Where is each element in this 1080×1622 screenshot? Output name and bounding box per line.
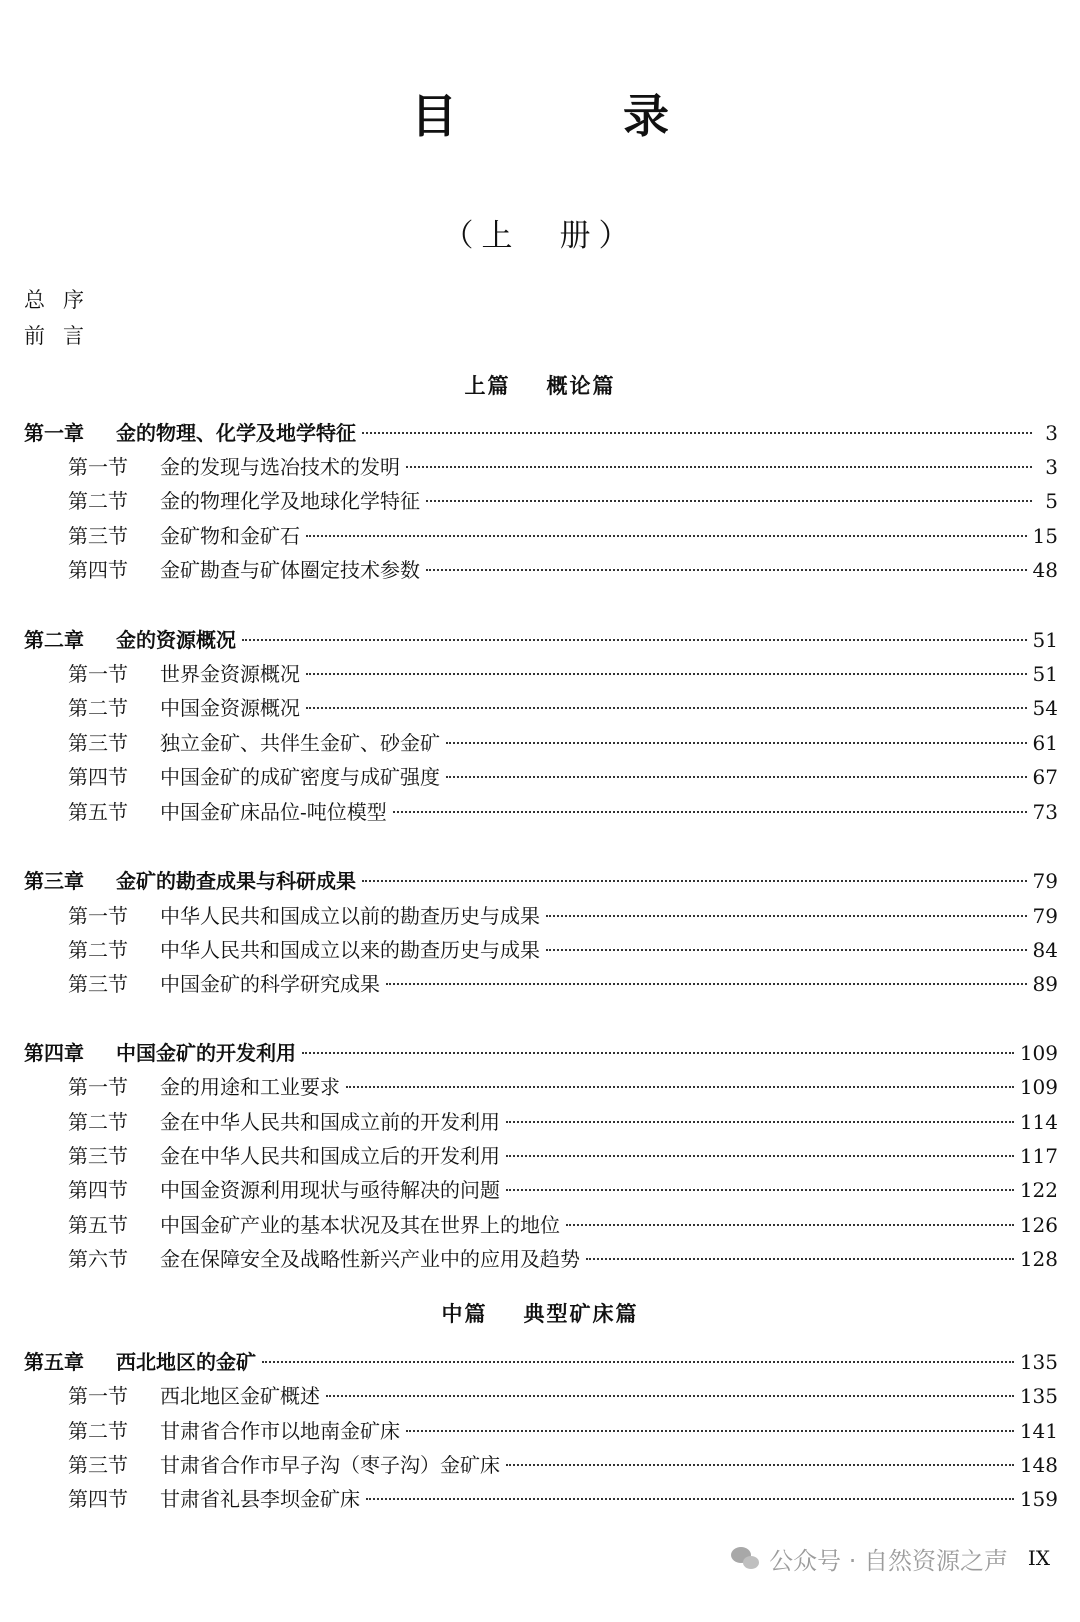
toc-leader-dots — [362, 432, 1032, 434]
toc-page-number: 114 — [1019, 1110, 1058, 1134]
toc-section-row — [24, 555, 1058, 585]
toc-label: 第五节 — [68, 1213, 128, 1237]
watermark — [731, 1541, 1008, 1576]
toc-label: 第二节 — [68, 696, 128, 720]
toc-section-row — [24, 486, 1058, 516]
toc-section-row — [24, 1107, 1058, 1137]
toc-section-row — [24, 901, 1058, 931]
toc-label: 第一节 — [68, 1075, 128, 1099]
toc-page-number: 148 — [1019, 1453, 1058, 1477]
toc-section-row — [24, 969, 1058, 999]
toc-label: 第三节 — [68, 1144, 128, 1168]
toc-title: 金的物理化学及地球化学特征 — [160, 489, 420, 513]
toc-label: 第二节 — [68, 1110, 128, 1134]
toc-leader-dots — [546, 949, 1027, 951]
toc-label: 第六节 — [68, 1247, 128, 1271]
toc-title: 世界金资源概况 — [160, 662, 300, 686]
toc-title: 金矿物和金矿石 — [160, 524, 300, 548]
toc-leader-dots — [346, 1086, 1014, 1088]
toc-page-number: 54 — [1032, 696, 1058, 720]
toc-title: 中华人民共和国成立以前的勘查历史与成果 — [160, 904, 540, 928]
toc-section-row — [24, 1175, 1058, 1205]
toc-page-number: 141 — [1019, 1419, 1058, 1443]
toc-label: 第四节 — [68, 765, 128, 789]
toc-title: 金矿勘查与矿体圈定技术参数 — [160, 558, 420, 582]
toc-leader-dots — [406, 466, 1032, 468]
watermark-text: 公众号 · 自然资源之声 — [769, 1547, 1008, 1575]
toc-title: 金的物理、化学及地学特征 — [116, 421, 356, 445]
toc-page-number: 3 — [1045, 455, 1058, 479]
toc-page-number: 135 — [1019, 1350, 1058, 1374]
toc-section-row — [24, 693, 1058, 723]
toc-section-row — [24, 1416, 1058, 1446]
part-title: 典型矿床篇 — [523, 1302, 639, 1326]
toc-title: 金在中华人民共和国成立前的开发利用 — [160, 1110, 500, 1134]
toc-title: 西北地区的金矿 — [116, 1350, 256, 1374]
part-number: 中篇 — [441, 1302, 488, 1326]
toc-leader-dots — [306, 535, 1027, 537]
toc-label: 第三节 — [68, 731, 128, 755]
toc-chapter-row — [24, 1347, 1058, 1377]
toc-title: 金的资源概况 — [116, 628, 236, 652]
toc-section-row — [24, 762, 1058, 792]
toc-leader-dots — [506, 1155, 1014, 1157]
toc-label: 第二节 — [68, 1419, 128, 1443]
toc-leader-dots — [586, 1258, 1014, 1260]
toc-title: 金的发现与选冶技术的发明 — [160, 455, 400, 479]
toc-section-row — [24, 1381, 1058, 1411]
toc-chapter-row — [24, 866, 1058, 896]
toc-label: 第一节 — [68, 662, 128, 686]
toc-section-row — [24, 1244, 1058, 1274]
toc-title: 中国金资源概况 — [160, 696, 300, 720]
toc-page-number: 51 — [1032, 662, 1058, 686]
toc-title: 中华人民共和国成立以来的勘查历史与成果 — [160, 938, 540, 962]
toc-label: 第二节 — [68, 489, 128, 513]
front-matter-foreword: 前言 — [24, 324, 102, 348]
toc-label: 第三节 — [68, 1453, 128, 1477]
toc-title: 独立金矿、共伴生金矿、砂金矿 — [160, 731, 440, 755]
toc-title: 西北地区金矿概述 — [160, 1384, 320, 1408]
toc-page-number: 89 — [1032, 972, 1058, 996]
toc-section-row — [24, 728, 1058, 758]
page-title: 目 录 — [411, 89, 729, 143]
toc-label: 第五节 — [68, 800, 128, 824]
toc-leader-dots — [362, 880, 1027, 882]
part-heading-upper — [0, 370, 1080, 400]
toc-label: 第四节 — [68, 558, 128, 582]
toc-leader-dots — [366, 1498, 1014, 1500]
toc-label: 第一节 — [68, 455, 128, 479]
toc-label: 第二节 — [68, 938, 128, 962]
toc-label: 第四章 — [24, 1041, 84, 1065]
toc-label: 第五章 — [24, 1350, 84, 1374]
toc-page-number: 73 — [1032, 800, 1058, 824]
wechat-icon — [731, 1547, 761, 1571]
toc-title: 中国金矿的开发利用 — [116, 1041, 296, 1065]
toc-label: 第二章 — [24, 628, 84, 652]
toc-page-number: 122 — [1019, 1178, 1058, 1202]
toc-leader-dots — [393, 811, 1027, 813]
toc-page-number: 84 — [1032, 938, 1058, 962]
toc-title: 中国金矿产业的基本状况及其在世界上的地位 — [160, 1213, 560, 1237]
toc-page-number: 79 — [1032, 869, 1058, 893]
toc-page-number: 126 — [1019, 1213, 1058, 1237]
toc-page-number: 51 — [1032, 628, 1058, 652]
toc-page-number: 67 — [1032, 765, 1058, 789]
toc-chapter-row — [24, 625, 1058, 655]
toc-leader-dots — [302, 1052, 1014, 1054]
volume-label: （上 册） — [442, 218, 638, 254]
toc-title: 金在中华人民共和国成立后的开发利用 — [160, 1144, 500, 1168]
toc-section-row — [24, 659, 1058, 689]
toc-section-row — [24, 1484, 1058, 1514]
page-folio: IX — [1027, 1546, 1050, 1570]
toc-leader-dots — [306, 673, 1027, 675]
toc-title: 甘肃省合作市早子沟（枣子沟）金矿床 — [160, 1453, 500, 1477]
toc-leader-dots — [506, 1464, 1014, 1466]
toc-leader-dots — [446, 742, 1027, 744]
toc-title: 中国金矿床品位-吨位模型 — [160, 800, 387, 824]
toc-chapter-row — [24, 418, 1058, 448]
toc-section-row — [24, 1210, 1058, 1240]
toc-title: 甘肃省合作市以地南金矿床 — [160, 1419, 400, 1443]
toc-label: 第四节 — [68, 1178, 128, 1202]
toc-page-number: 128 — [1019, 1247, 1058, 1271]
toc-leader-dots — [306, 707, 1027, 709]
toc-page-number: 61 — [1032, 731, 1058, 755]
toc-section-row — [24, 521, 1058, 551]
toc-title: 甘肃省礼县李坝金矿床 — [160, 1487, 360, 1511]
part-title: 概论篇 — [546, 374, 616, 398]
toc-page-number: 117 — [1019, 1144, 1058, 1168]
toc-leader-dots — [426, 569, 1027, 571]
toc-page-number: 15 — [1032, 524, 1058, 548]
toc-section-row — [24, 797, 1058, 827]
toc-page-number: 5 — [1045, 489, 1058, 513]
toc-title: 金的用途和工业要求 — [160, 1075, 340, 1099]
toc-leader-dots — [446, 776, 1027, 778]
toc-section-row — [24, 452, 1058, 482]
toc-leader-dots — [406, 1430, 1014, 1432]
toc-leader-dots — [506, 1121, 1014, 1123]
toc-title: 金矿的勘查成果与科研成果 — [116, 869, 356, 893]
toc-page-number: 159 — [1019, 1487, 1058, 1511]
toc-page-number: 109 — [1019, 1075, 1058, 1099]
toc-page-number: 135 — [1019, 1384, 1058, 1408]
front-matter-preface: 总序 — [24, 288, 102, 312]
toc-leader-dots — [546, 915, 1027, 917]
toc-title: 金在保障安全及战略性新兴产业中的应用及趋势 — [160, 1247, 580, 1271]
toc-page-number: 48 — [1032, 558, 1058, 582]
toc-label: 第一章 — [24, 421, 84, 445]
toc-leader-dots — [242, 639, 1027, 641]
toc-leader-dots — [506, 1189, 1014, 1191]
toc-section-row — [24, 1141, 1058, 1171]
toc-leader-dots — [326, 1395, 1014, 1397]
toc-label: 第一节 — [68, 904, 128, 928]
toc-label: 第三节 — [68, 524, 128, 548]
toc-section-row — [24, 1450, 1058, 1480]
toc-page-number: 79 — [1032, 904, 1058, 928]
toc-section-row — [24, 935, 1058, 965]
part-heading-middle — [0, 1298, 1080, 1328]
toc-label: 第一节 — [68, 1384, 128, 1408]
toc-label: 第三节 — [68, 972, 128, 996]
toc-label: 第三章 — [24, 869, 84, 893]
toc-page-number: 109 — [1019, 1041, 1058, 1065]
toc-page-number: 3 — [1045, 421, 1058, 445]
part-number: 上篇 — [464, 374, 511, 398]
toc-leader-dots — [426, 500, 1032, 502]
toc-title: 中国金矿的科学研究成果 — [160, 972, 380, 996]
toc-title: 中国金矿的成矿密度与成矿强度 — [160, 765, 440, 789]
toc-title: 中国金资源利用现状与亟待解决的问题 — [160, 1178, 500, 1202]
toc-leader-dots — [566, 1224, 1014, 1226]
toc-section-row — [24, 1072, 1058, 1102]
toc-leader-dots — [386, 983, 1027, 985]
toc-label: 第四节 — [68, 1487, 128, 1511]
toc-leader-dots — [262, 1361, 1014, 1363]
toc-chapter-row — [24, 1038, 1058, 1068]
